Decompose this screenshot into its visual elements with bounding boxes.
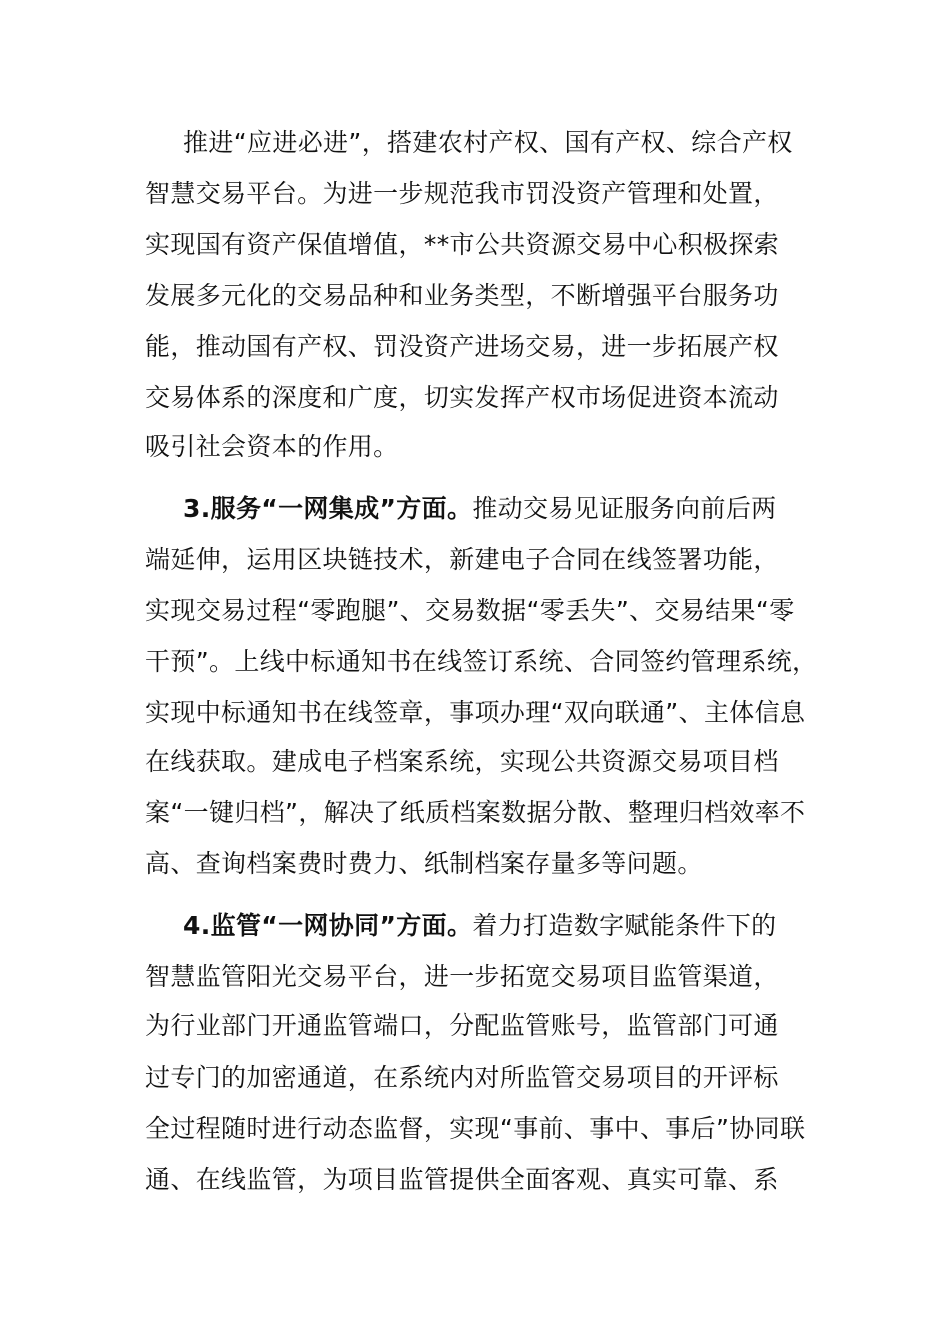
paragraph-3-heading: 4.监管“一网协同”方面。 [183, 911, 473, 940]
paragraph-1-line-3: 实现国有资产保值增值，**市公共资源交易中心积极探索 [145, 230, 780, 259]
paragraph-1-line-1: 推进“应进必进”，搭建农村产权、国有产权、综合产权 [183, 128, 793, 157]
paragraph-3-first-line-text: 着力打造数字赋能条件下的 [472, 911, 777, 940]
paragraph-2-line-7: 案“一键归档”，解决了纸质档案数据分散、整理归档效率不 [145, 798, 806, 827]
paragraph-2-line-8: 高、查询档案费时费力、纸制档案存量多等问题。 [145, 849, 703, 878]
paragraph-2-line-1 [183, 492, 777, 526]
paragraph-3-line-1 [183, 909, 777, 943]
paragraph-3-line-2: 智慧监管阳光交易平台，进一步拓宽交易项目监管渠道， [145, 962, 779, 991]
paragraph-1-line-7: 吸引社会资本的作用。 [145, 432, 399, 461]
paragraph-2-line-4: 干预”。上线中标通知书在线签订系统、合同签约管理系统， [145, 647, 818, 676]
paragraph-2-line-6: 在线获取。建成电子档案系统，实现公共资源交易项目档 [145, 747, 779, 776]
paragraph-2-line-3: 实现交易过程“零跑腿”、交易数据“零丢失”、交易结果“零 [145, 596, 795, 625]
paragraph-3-line-3: 为行业部门开通监管端口，分配监管账号，监管部门可通 [145, 1011, 779, 1040]
paragraph-3-line-5: 全过程随时进行动态监督，实现“事前、事中、事后”协同联 [145, 1114, 806, 1143]
paragraph-1-line-6: 交易体系的深度和广度，切实发挥产权市场促进资本流动 [145, 383, 779, 412]
paragraph-3-line-6: 通、在线监管，为项目监管提供全面客观、真实可靠、系 [145, 1165, 779, 1194]
paragraph-2-line-2: 端延伸，运用区块链技术，新建电子合同在线签署功能， [145, 545, 779, 574]
paragraph-3-line-4: 过专门的加密通道，在系统内对所监管交易项目的开评标 [145, 1063, 779, 1092]
paragraph-1-line-2: 智慧交易平台。为进一步规范我市罚没资产管理和处置， [145, 179, 779, 208]
paragraph-2-heading: 3.服务“一网集成”方面。 [183, 494, 473, 523]
paragraph-1-line-4: 发展多元化的交易品种和业务类型，不断增强平台服务功 [145, 281, 779, 310]
paragraph-2-line-5: 实现中标通知书在线签章，事项办理“双向联通”、主体信息 [145, 698, 806, 727]
paragraph-2-first-line-text: 推动交易见证服务向前后两 [472, 494, 777, 523]
paragraph-1-line-5: 能，推动国有产权、罚没资产进场交易，进一步拓展产权 [145, 332, 779, 361]
